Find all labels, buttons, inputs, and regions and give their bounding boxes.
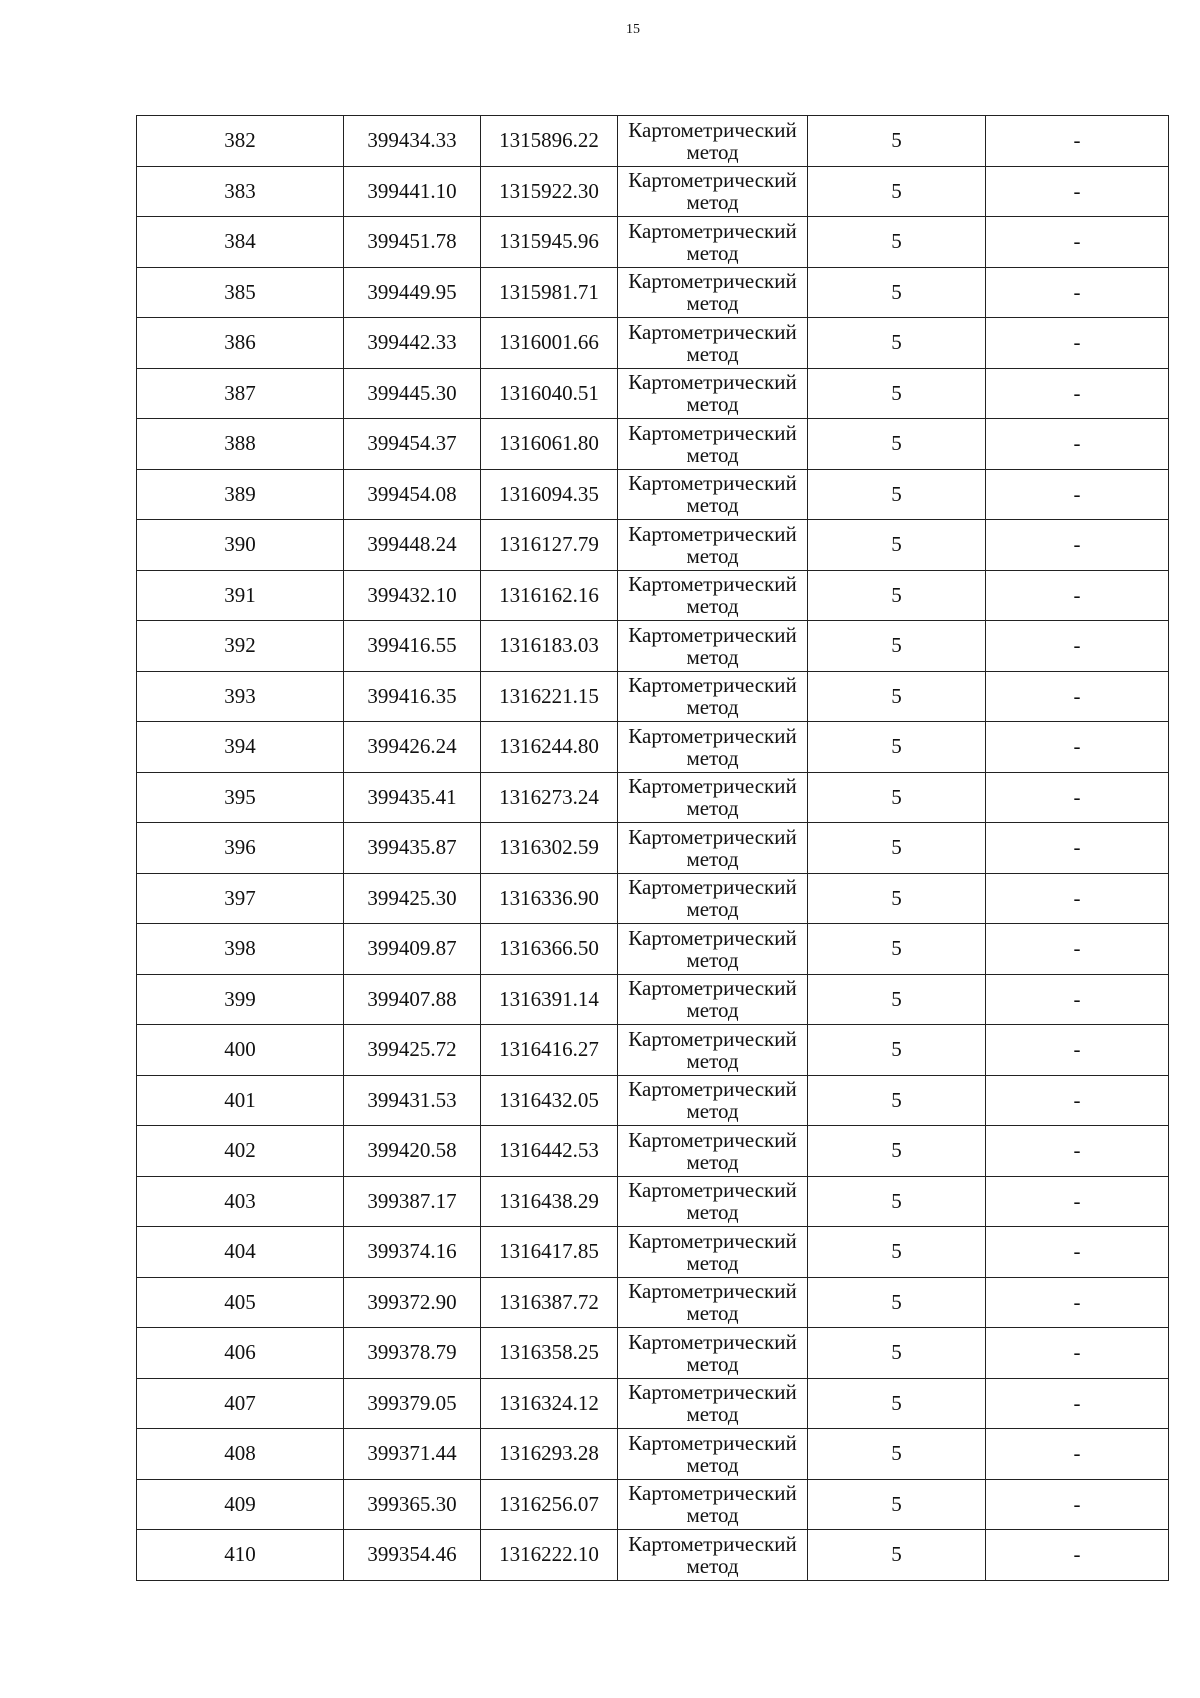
method-cell [618,267,808,318]
y-coordinate-cell: 1316244.80 [481,722,618,773]
x-coordinate-cell: 399425.72 [344,1025,481,1076]
method-label-line2: метод [686,594,739,619]
method-cell [618,1277,808,1328]
method-cell [618,1126,808,1177]
method-label-line2: метод [686,796,739,821]
method-label-line1: Картометрический [628,471,797,496]
accuracy-cell: 5 [808,772,986,823]
x-coordinate-cell: 399425.30 [344,873,481,924]
y-coordinate-cell: 1316040.51 [481,368,618,419]
method-label-line2: метод [686,341,739,366]
accuracy-cell: 5 [808,1227,986,1278]
y-coordinate-cell: 1316417.85 [481,1227,618,1278]
point-number-cell: 409 [137,1479,344,1530]
method-label-line1: Картометрический [628,269,797,294]
y-coordinate-cell: 1316127.79 [481,520,618,571]
method-label-line1: Картометрический [628,319,797,344]
table-row [137,570,1169,621]
method-label-line2: метод [686,442,739,467]
note-cell: - [986,772,1169,823]
method-label-line2: метод [686,1301,739,1326]
y-coordinate-cell: 1316438.29 [481,1176,618,1227]
note-cell: - [986,1530,1169,1581]
x-coordinate-cell: 399431.53 [344,1075,481,1126]
method-label-line2: метод [686,1200,739,1225]
method-cell [618,1378,808,1429]
point-number-cell: 391 [137,570,344,621]
x-coordinate-cell: 399416.55 [344,621,481,672]
method-label-line1: Картометрический [628,1026,797,1051]
note-cell: - [986,217,1169,268]
method-label-line1: Картометрический [628,622,797,647]
point-number-cell: 397 [137,873,344,924]
x-coordinate-cell: 399435.87 [344,823,481,874]
method-label-line1: Картометрический [628,1127,797,1152]
note-cell: - [986,1227,1169,1278]
point-number-cell: 405 [137,1277,344,1328]
table-row [137,368,1169,419]
method-label-line2: метод [686,644,739,669]
accuracy-cell: 5 [808,217,986,268]
accuracy-cell: 5 [808,1530,986,1581]
method-cell [618,1227,808,1278]
accuracy-cell: 5 [808,823,986,874]
y-coordinate-cell: 1316061.80 [481,419,618,470]
table-row [137,1328,1169,1379]
accuracy-cell: 5 [808,873,986,924]
x-coordinate-cell: 399426.24 [344,722,481,773]
point-number-cell: 389 [137,469,344,520]
point-number-cell: 408 [137,1429,344,1480]
method-label-line1: Картометрический [628,1279,797,1304]
method-label-line2: метод [686,190,739,215]
x-coordinate-cell: 399434.33 [344,116,481,167]
point-number-cell: 403 [137,1176,344,1227]
note-cell: - [986,520,1169,571]
table-row [137,722,1169,773]
coordinates-table [136,115,1169,1581]
point-number-cell: 387 [137,368,344,419]
y-coordinate-cell: 1316366.50 [481,924,618,975]
y-coordinate-cell: 1316256.07 [481,1479,618,1530]
table-row [137,217,1169,268]
method-label-line2: метод [686,543,739,568]
method-label-line2: метод [686,897,739,922]
method-label-line1: Картометрический [628,117,797,142]
method-cell [618,166,808,217]
method-label-line1: Картометрический [628,370,797,395]
method-label-line2: метод [686,998,739,1023]
method-cell [618,772,808,823]
method-cell [618,974,808,1025]
method-cell [618,1075,808,1126]
method-label-line1: Картометрический [628,420,797,445]
accuracy-cell: 5 [808,1328,986,1379]
x-coordinate-cell: 399442.33 [344,318,481,369]
x-coordinate-cell: 399371.44 [344,1429,481,1480]
y-coordinate-cell: 1316221.15 [481,671,618,722]
method-label-line2: метод [686,1351,739,1376]
y-coordinate-cell: 1316358.25 [481,1328,618,1379]
x-coordinate-cell: 399372.90 [344,1277,481,1328]
table-row [137,267,1169,318]
note-cell: - [986,469,1169,520]
method-cell [618,520,808,571]
accuracy-cell: 5 [808,570,986,621]
y-coordinate-cell: 1316432.05 [481,1075,618,1126]
table-row [137,469,1169,520]
note-cell: - [986,1025,1169,1076]
point-number-cell: 394 [137,722,344,773]
method-label-line2: метод [686,695,739,720]
method-label-line2: метод [686,392,739,417]
point-number-cell: 385 [137,267,344,318]
note-cell: - [986,722,1169,773]
table-row [137,1126,1169,1177]
note-cell: - [986,368,1169,419]
accuracy-cell: 5 [808,116,986,167]
method-cell [618,722,808,773]
method-label-line2: метод [686,1402,739,1427]
accuracy-cell: 5 [808,318,986,369]
method-cell [618,1176,808,1227]
table-row [137,318,1169,369]
x-coordinate-cell: 399454.08 [344,469,481,520]
method-label-line1: Картометрический [628,168,797,193]
accuracy-cell: 5 [808,924,986,975]
method-cell [618,419,808,470]
method-label-line2: метод [686,1099,739,1124]
method-cell [618,621,808,672]
method-label-line2: метод [686,1149,739,1174]
x-coordinate-cell: 399432.10 [344,570,481,621]
table-row [137,1429,1169,1480]
y-coordinate-cell: 1316273.24 [481,772,618,823]
coordinates-table-body [137,116,1169,1581]
note-cell: - [986,924,1169,975]
accuracy-cell: 5 [808,1126,986,1177]
y-coordinate-cell: 1316336.90 [481,873,618,924]
method-label-line1: Картометрический [628,976,797,1001]
method-label-line1: Картометрический [628,1380,797,1405]
accuracy-cell: 5 [808,1378,986,1429]
point-number-cell: 390 [137,520,344,571]
table-row [137,520,1169,571]
method-label-line1: Картометрический [628,1481,797,1506]
note-cell: - [986,1176,1169,1227]
method-label-line2: метод [686,846,739,871]
method-label-line1: Картометрический [628,521,797,546]
method-label-line1: Картометрический [628,824,797,849]
method-label-line1: Картометрический [628,1329,797,1354]
y-coordinate-cell: 1316387.72 [481,1277,618,1328]
x-coordinate-cell: 399454.37 [344,419,481,470]
accuracy-cell: 5 [808,1277,986,1328]
accuracy-cell: 5 [808,267,986,318]
point-number-cell: 398 [137,924,344,975]
note-cell: - [986,166,1169,217]
y-coordinate-cell: 1316162.16 [481,570,618,621]
method-cell [618,671,808,722]
point-number-cell: 382 [137,116,344,167]
method-label-line1: Картометрический [628,723,797,748]
table-row [137,974,1169,1025]
accuracy-cell: 5 [808,368,986,419]
accuracy-cell: 5 [808,166,986,217]
table-row [137,1479,1169,1530]
method-cell [618,924,808,975]
x-coordinate-cell: 399451.78 [344,217,481,268]
method-cell [618,873,808,924]
method-cell [618,217,808,268]
method-cell [618,1530,808,1581]
y-coordinate-cell: 1315922.30 [481,166,618,217]
table-row [137,1075,1169,1126]
table-row [137,419,1169,470]
y-coordinate-cell: 1316293.28 [481,1429,618,1480]
y-coordinate-cell: 1315981.71 [481,267,618,318]
method-cell [618,570,808,621]
table-row [137,1025,1169,1076]
page-number: 15 [626,22,640,37]
y-coordinate-cell: 1316302.59 [481,823,618,874]
x-coordinate-cell: 399379.05 [344,1378,481,1429]
x-coordinate-cell: 399407.88 [344,974,481,1025]
point-number-cell: 406 [137,1328,344,1379]
x-coordinate-cell: 399416.35 [344,671,481,722]
point-number-cell: 392 [137,621,344,672]
note-cell: - [986,1479,1169,1530]
table-row [137,772,1169,823]
accuracy-cell: 5 [808,520,986,571]
note-cell: - [986,1429,1169,1480]
method-label-line2: метод [686,745,739,770]
note-cell: - [986,974,1169,1025]
point-number-cell: 396 [137,823,344,874]
method-label-line1: Картометрический [628,1531,797,1556]
table-row [137,1378,1169,1429]
method-cell [618,469,808,520]
method-label-line2: метод [686,1553,739,1578]
note-cell: - [986,1328,1169,1379]
x-coordinate-cell: 399354.46 [344,1530,481,1581]
method-cell [618,1328,808,1379]
table-row [137,823,1169,874]
point-number-cell: 384 [137,217,344,268]
method-label-line2: метод [686,1452,739,1477]
table-row [137,924,1169,975]
method-label-line1: Картометрический [628,925,797,950]
y-coordinate-cell: 1316391.14 [481,974,618,1025]
y-coordinate-cell: 1316001.66 [481,318,618,369]
method-label-line2: метод [686,240,739,265]
method-label-line1: Картометрический [628,673,797,698]
x-coordinate-cell: 399365.30 [344,1479,481,1530]
x-coordinate-cell: 399441.10 [344,166,481,217]
method-label-line2: метод [686,947,739,972]
y-coordinate-cell: 1316222.10 [481,1530,618,1581]
method-cell [618,116,808,167]
method-cell [618,1025,808,1076]
y-coordinate-cell: 1316442.53 [481,1126,618,1177]
note-cell: - [986,671,1169,722]
method-cell [618,1479,808,1530]
table-row [137,1176,1169,1227]
note-cell: - [986,419,1169,470]
point-number-cell: 407 [137,1378,344,1429]
method-label-line1: Картометрический [628,218,797,243]
accuracy-cell: 5 [808,621,986,672]
note-cell: - [986,267,1169,318]
x-coordinate-cell: 399448.24 [344,520,481,571]
method-cell [618,368,808,419]
method-label-line1: Картометрический [628,1077,797,1102]
y-coordinate-cell: 1316094.35 [481,469,618,520]
table-row [137,166,1169,217]
note-cell: - [986,621,1169,672]
note-cell: - [986,1126,1169,1177]
note-cell: - [986,1277,1169,1328]
point-number-cell: 410 [137,1530,344,1581]
method-cell [618,1429,808,1480]
note-cell: - [986,1075,1169,1126]
accuracy-cell: 5 [808,1176,986,1227]
table-row [137,1277,1169,1328]
table-row [137,116,1169,167]
point-number-cell: 399 [137,974,344,1025]
method-label-line1: Картометрический [628,572,797,597]
table-row [137,621,1169,672]
table-row [137,671,1169,722]
y-coordinate-cell: 1315945.96 [481,217,618,268]
point-number-cell: 400 [137,1025,344,1076]
x-coordinate-cell: 399449.95 [344,267,481,318]
method-label-line2: метод [686,291,739,316]
point-number-cell: 393 [137,671,344,722]
x-coordinate-cell: 399409.87 [344,924,481,975]
note-cell: - [986,318,1169,369]
point-number-cell: 383 [137,166,344,217]
accuracy-cell: 5 [808,1429,986,1480]
method-label-line2: метод [686,493,739,518]
point-number-cell: 395 [137,772,344,823]
point-number-cell: 402 [137,1126,344,1177]
method-label-line1: Картометрический [628,774,797,799]
accuracy-cell: 5 [808,1479,986,1530]
accuracy-cell: 5 [808,722,986,773]
table-row [137,1530,1169,1581]
note-cell: - [986,823,1169,874]
x-coordinate-cell: 399378.79 [344,1328,481,1379]
method-label-line2: метод [686,1503,739,1528]
point-number-cell: 386 [137,318,344,369]
y-coordinate-cell: 1315896.22 [481,116,618,167]
x-coordinate-cell: 399420.58 [344,1126,481,1177]
method-label-line1: Картометрический [628,1228,797,1253]
x-coordinate-cell: 399445.30 [344,368,481,419]
method-label-line2: метод [686,1250,739,1275]
accuracy-cell: 5 [808,419,986,470]
note-cell: - [986,873,1169,924]
accuracy-cell: 5 [808,469,986,520]
x-coordinate-cell: 399374.16 [344,1227,481,1278]
point-number-cell: 404 [137,1227,344,1278]
method-label-line2: метод [686,1048,739,1073]
note-cell: - [986,116,1169,167]
method-label-line2: метод [686,139,739,164]
x-coordinate-cell: 399435.41 [344,772,481,823]
method-label-line1: Картометрический [628,1430,797,1455]
accuracy-cell: 5 [808,671,986,722]
y-coordinate-cell: 1316416.27 [481,1025,618,1076]
note-cell: - [986,1378,1169,1429]
table-row [137,873,1169,924]
y-coordinate-cell: 1316183.03 [481,621,618,672]
method-label-line1: Картометрический [628,875,797,900]
accuracy-cell: 5 [808,1025,986,1076]
table-row [137,1227,1169,1278]
point-number-cell: 401 [137,1075,344,1126]
method-cell [618,823,808,874]
accuracy-cell: 5 [808,974,986,1025]
accuracy-cell: 5 [808,1075,986,1126]
method-cell [618,318,808,369]
method-label-line1: Картометрический [628,1178,797,1203]
note-cell: - [986,570,1169,621]
point-number-cell: 388 [137,419,344,470]
x-coordinate-cell: 399387.17 [344,1176,481,1227]
y-coordinate-cell: 1316324.12 [481,1378,618,1429]
